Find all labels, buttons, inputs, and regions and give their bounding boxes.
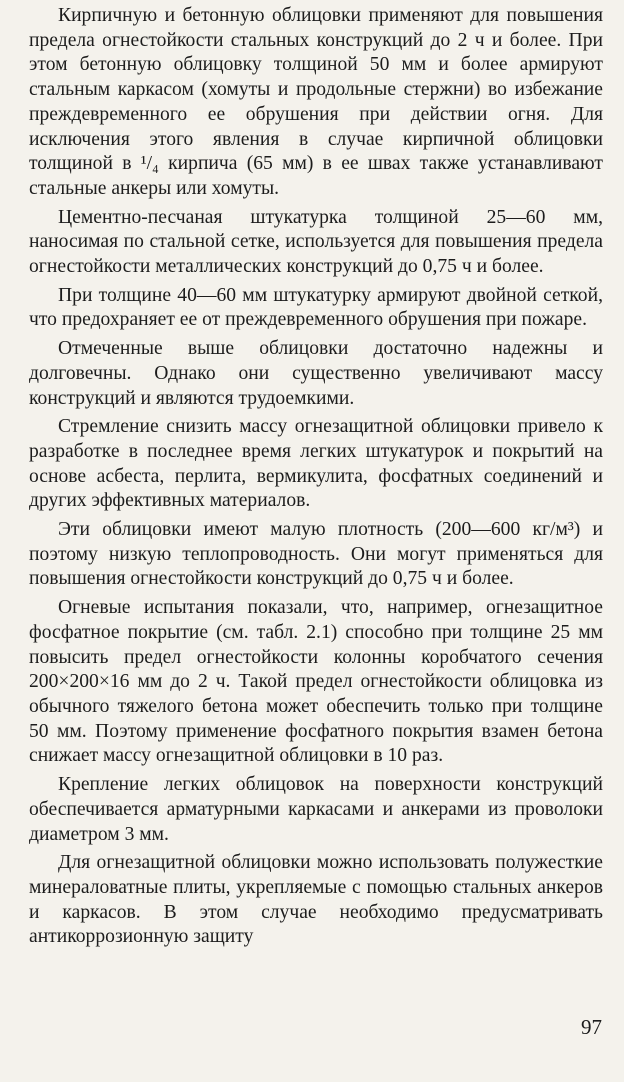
paragraph-brick-concrete-cladding: Кирпичную и бетонную облицовки применяют для повышения предела огнестойкости стальных конструкций до 2 ч и более. При этом бетонную облицовку толщиной 50 мм и более армируют стальным каркасом (хомуты и продольные стержни) во избежание преждевременного ее обрушения при действии огня. Для исключения этого явления в случае кирпичной облицовки толщиной в ¹/₄ кирпича (65 мм) в ее швах также устанавливают стальные анкеры или хомуты. [29,5,603,199]
page-number: 97 [581,1015,602,1039]
paragraph-lightweight-plasters: Стремление снизить массу огнезащитной облицовки привело к разработке в последнее время легких штукатурок и покрытий на основе асбеста, перлита, вермикулита, фосфатных соединений и других эффективных материалов. [29,416,603,512]
paragraph-fire-tests: Огневые испытания показали, что, например, огнезащитное фосфатное покрытие (см. табл. 2.1) способно при толщине 25 мм повысить предел огнестойкости колонны коробчатого сечения 200×200×16 мм до 2 ч. Такой предел огнестойкости облицовка из обычного тяжелого бетона может обеспечить только при толщине 50 мм. Поэтому применение фосфатного покрытия взамен бетона снижает массу огнезащитной облицовки в 10 раз. [29,597,603,767]
page-body [29,4,603,954]
paragraph-plaster-reinforcement: При толщине 40—60 мм штукатурку армируют двойной сеткой, что предохраняет ее от преждевременного обрушения при пожаре. [29,284,603,331]
paragraph-mineral-wool-plates: Для огнезащитной облицовки можно использовать полужесткие минераловатные плиты, укрепляемые с помощью стальных анкеров и каркасов. В этом случае необходимо предусматривать антикоррозионную защиту [29,852,603,948]
paragraph-cement-sand-plaster: Цементно-песчаная штукатурка толщиной 25—60 мм, наносимая по стальной сетке, используется для повышения предела огнестойкости металлических конструкций до 0,75 ч и более. [29,206,603,278]
paragraph-cladding-durability: Отмеченные выше облицовки достаточно надежны и долговечны. Однако они существенно увеличивают массу конструкций и являются трудоемкими. [29,338,603,409]
paragraph-low-density: Эти облицовки имеют малую плотность (200—600 кг/м³) и поэтому низкую теплопроводность. Они могут применяться для повышения огнестойкости конструкций до 0,75 ч и более. [29,519,603,590]
paragraph-fastening: Крепление легких облицовок на поверхности конструкций обеспечивается арматурными каркасами и анкерами из проволоки диаметром 3 мм. [29,774,603,845]
